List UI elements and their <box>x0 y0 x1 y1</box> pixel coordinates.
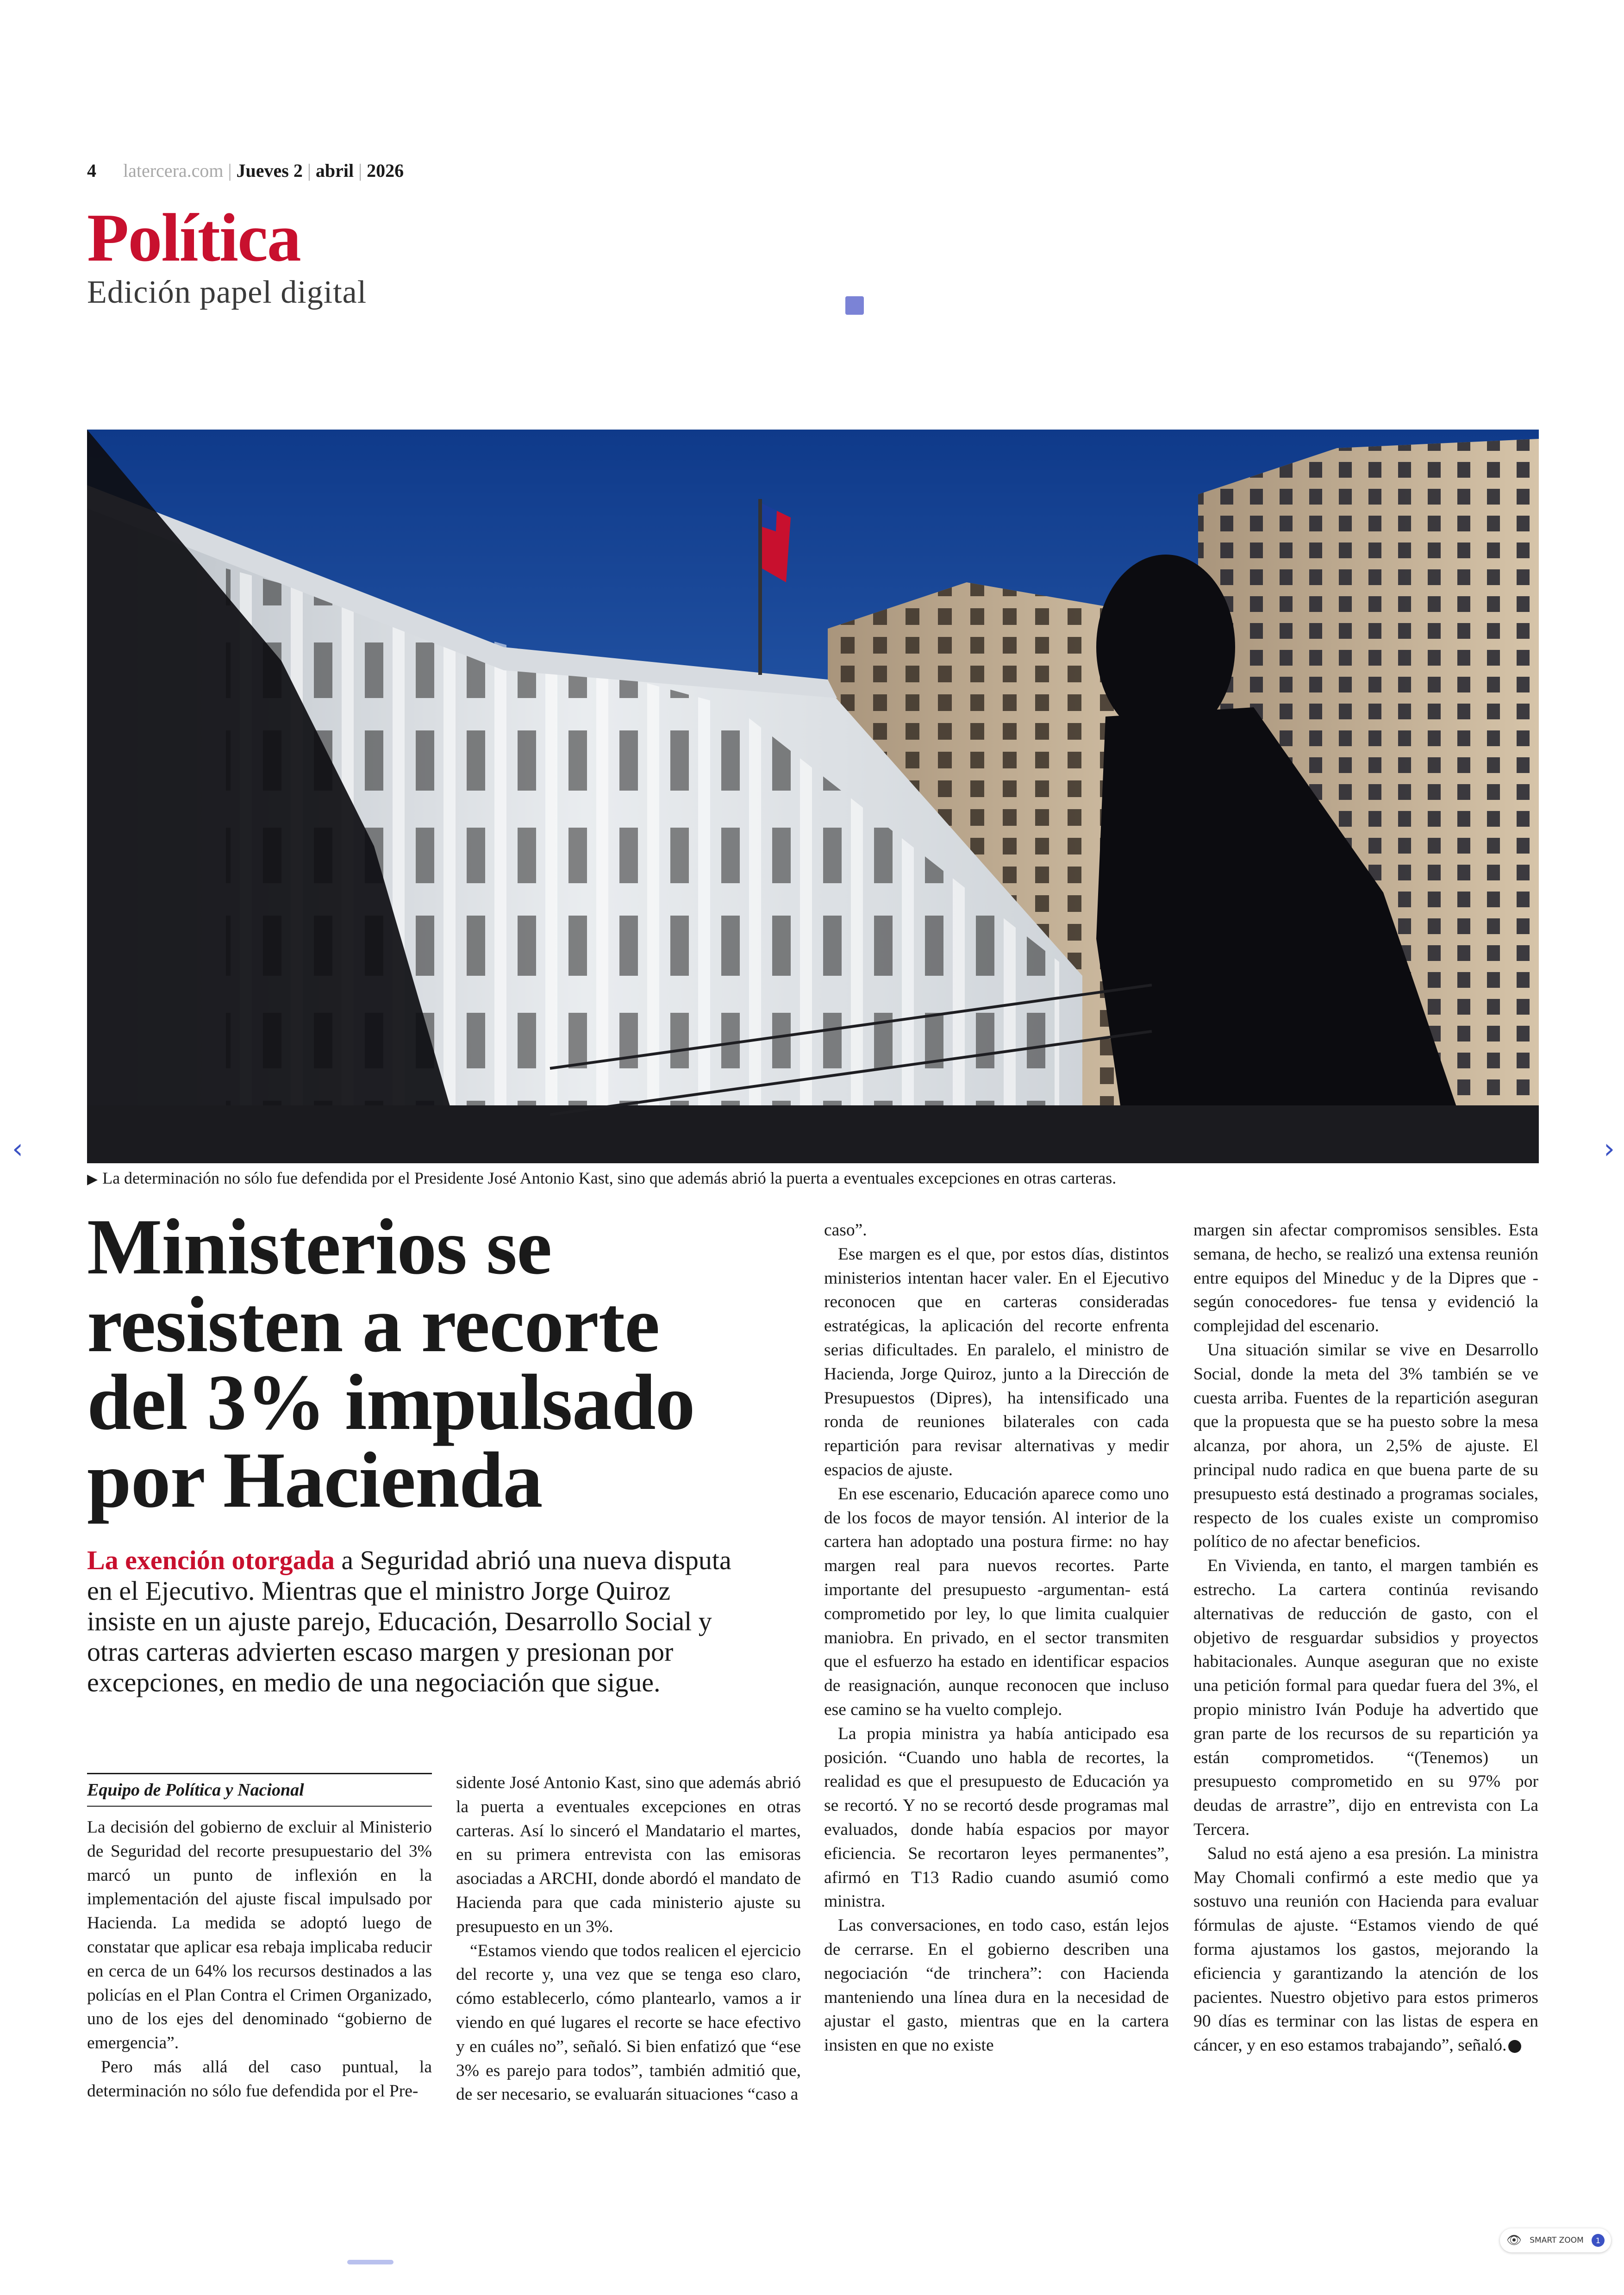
smart-zoom-badge: 1 <box>1592 2234 1605 2247</box>
byline: Equipo de Política y Nacional <box>87 1773 432 1807</box>
edition-subtitle: Edición papel digital <box>87 274 367 310</box>
smart-zoom-label: SMART ZOOM <box>1530 2236 1584 2245</box>
paragraph: Las conversaciones, en todo caso, están lejos de cerrarse. En el gobierno describen una negociación “de trinchera”: con Hacienda manteniendo una línea dura en la necesidad de ajustar el gasto, mientras que en la cartera insisten en que no existe <box>824 1916 1169 2055</box>
site-name: latercera.com <box>123 160 224 181</box>
dek-text: a Seguridad abrió una nueva disputa en el Ejecutivo. Mientras que el ministro Jorge Quiroz insiste en un ajuste parejo, Educación, Desarrollo Social y otras carteras advierten escaso margen y presionan por excepciones, en medio de una negociación que sigue. <box>87 1545 731 1697</box>
page-scroll-indicator[interactable] <box>347 2260 394 2264</box>
photo-caption-text: La determinación no sólo fue defendida por el Presidente José Antonio Kast, sino que además abrió la puerta a eventuales excepciones en otras carteras. <box>102 1169 1117 1187</box>
article-column-2 <box>456 1771 801 2107</box>
caption-arrow-icon: ▶ <box>87 1172 98 1187</box>
chevron-left-icon[interactable]: ‹ <box>12 1133 23 1165</box>
dek-highlight: La exención otorgada <box>87 1545 335 1575</box>
separator: | <box>228 160 232 181</box>
smart-zoom-button[interactable] <box>1500 2228 1611 2252</box>
paragraph: Una situación similar se vive en Desarrollo Social, donde la meta del 3% también se ve cuesta arriba. Fuentes de la repartición aseguran que la propuesta que se ha puesto sobre la mesa alcanza, por ahora, un 2,5% de ajuste. El principal nudo radica en que buena parte de su presupuesto está destinado a programas sociales, respecto de los cuales existe un compromiso político de no afectar beneficios. <box>1193 1340 1538 1552</box>
article-column-1 <box>87 1815 432 2103</box>
article-dek <box>87 1545 735 1698</box>
article-column-4 <box>1193 1218 1538 2058</box>
chevron-right-icon[interactable]: › <box>1604 1133 1615 1165</box>
separator: | <box>307 160 311 181</box>
paragraph: La propia ministra ya había anticipado esa posición. “Cuando uno habla de recortes, la realidad es que el presupuesto de Educación ya se recortó. Y no se recortó desde programas mal evaluados, donde había espacios por mayor eficiencia. Se recortaron leyes permanentes”, afirmó en T13 Radio cuando asumió como ministra. <box>824 1724 1169 1911</box>
page-number: 4 <box>87 160 96 181</box>
paragraph: “Estamos viendo que todos realicen el ejercicio del recorte y, una vez que se tenga eso claro, cómo establecerlo, cómo plantearlo, vamos a ir viendo en qué lugares el recorte se hace efectivo y en cuáles no”, señaló. Si bien enfatizó que “ese 3% es parejo para todos”, también admitió que, de ser necesario, se evaluarán situaciones “caso a <box>456 1941 801 2104</box>
paragraph: La decisión del gobierno de excluir al Ministerio de Seguridad del recorte presupuestario del 3% marcó un punto de inflexión en la implementación del ajuste fiscal impulsado por Hacienda. La medida se adoptó luego de constatar que aplicar esa rebaja implicaba reducir en cerca de un 64% los recursos destinados a las policías en el Plan Contra el Crimen Organizado, uno de los ejes del denominado “gobierno de emergencia”. <box>87 1818 432 2053</box>
paragraph: En Vivienda, en tanto, el margen también es estrecho. La cartera continúa revisando alternativas de reducción de gasto, con el objetivo de resguardar subsidios y proyectos habitacionales. Aunque aseguran que no existe una petición formal para quedar fuera del 3%, el propio ministro Iván Poduje ha advertido que gran parte de los recursos de su repartición ya están comprometidos. “(Tenemos) un presupuesto comprometido en su 97% por deudas de arrastre”, dijo en entrevista con La Tercera. <box>1193 1556 1538 1839</box>
article-photo <box>87 430 1539 1163</box>
date-year: 2026 <box>367 160 404 181</box>
paragraph: sidente José Antonio Kast, sino que además abrió la puerta a eventuales excepciones en otras carteras. Así lo sinceró el Mandatario el martes, en su primera entrevista con las emisoras asociadas a ARCHI, donde abordó el mandato de Hacienda para que cada ministerio ajuste su presupuesto en un 3%. <box>456 1773 801 1936</box>
date-day: Jueves 2 <box>236 160 303 181</box>
note-marker-icon[interactable] <box>845 296 864 315</box>
end-of-article-icon <box>1508 2040 1521 2053</box>
paragraph: Pero más allá del caso puntual, la determinación no sólo fue defendida por el Pre- <box>87 2057 432 2101</box>
article-headline: Ministerios se resisten a recorte del 3% impulsado por Hacienda <box>87 1203 695 1524</box>
paragraph-text: Salud no está ajeno a esa presión. La ministra May Chomali confirmó a este medio que ya sostuvo una reunión con Hacienda para evaluar fórmulas de ajuste. “Estamos viendo de qué forma ajustamos los gastos, mejorando la eficiencia y garantizando la atención de los pacientes. Nuestro objetivo para estos primeros 90 días es terminar con las listas de espera en cáncer, y en eso estamos trabajando”, señaló. <box>1193 1844 1538 2055</box>
paragraph-last <box>1193 1842 1538 2058</box>
separator: | <box>358 160 362 181</box>
paragraph: caso”. <box>824 1221 867 1240</box>
paragraph: En ese escenario, Educación aparece como uno de los focos de mayor tensión. Al interior de la cartera han adoptado una postura firme: no hay margen real para nuevos recortes. Parte importante del presupuesto -argumentan- está comprometido por ley, lo que limita cualquier maniobra. En privado, en el sector transmiten que el esfuerzo ha estado en identificar espacios de reasignación, aunque reconocen que incluso ese camino se ha vuelto complejo. <box>824 1484 1169 1719</box>
photo-illustration <box>87 430 1539 1163</box>
article-column-3 <box>824 1218 1169 2058</box>
paragraph: Ese margen es el que, por estos días, distintos ministerios intentan hacer valer. En el Ejecutivo reconocen que en carteras consideradas estratégicas, la aplicación del recorte enfrenta serias dificultades. En paralelo, el ministro de Hacienda, Jorge Quiroz, junto a la Dirección de Presupuestos (Dipres), ha intensificado una ronda de reuniones bilaterales con cada repartición para revisar alternativas y medir espacios de ajuste. <box>824 1244 1169 1479</box>
date-month: abril <box>315 160 354 181</box>
paragraph: margen sin afectar compromisos sensibles. Esta semana, de hecho, se realizó una extensa reunión entre equipos del Mineduc y de la Dipres que -según conocedores- fue tensa y evidenció la complejidad del escenario. <box>1193 1221 1538 1336</box>
eye-icon: 👁 <box>1506 2233 1522 2247</box>
photo-caption <box>87 1168 1116 1188</box>
section-title: Política <box>87 200 300 276</box>
page-header <box>87 160 404 181</box>
